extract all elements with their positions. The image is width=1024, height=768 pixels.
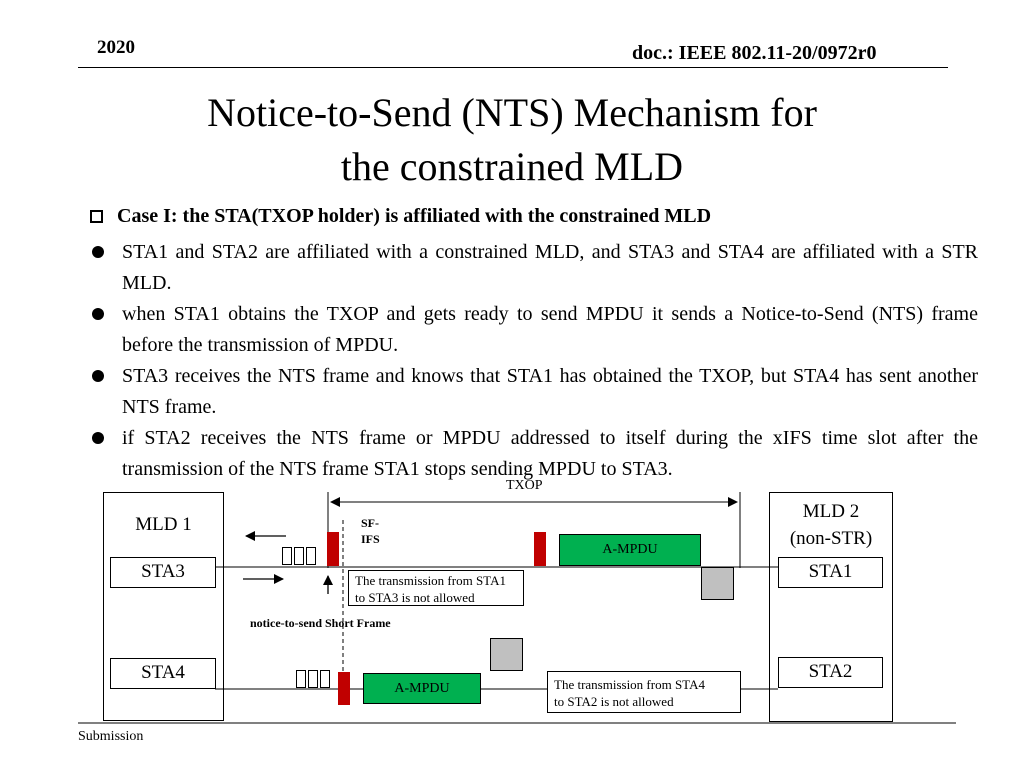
sf-ifs-line-2: IFS bbox=[361, 532, 380, 546]
ampdu-top: A-MPDU bbox=[559, 534, 701, 566]
mld2-label bbox=[769, 498, 893, 552]
frame-slot bbox=[320, 670, 330, 688]
bullet-text: STA3 receives the NTS frame and knows that STA1 has obtained the TXOP, but STA4 has sent another NTS frame. bbox=[122, 365, 978, 418]
txop-label: TXOP bbox=[506, 478, 543, 493]
note-top-line-2: to STA3 is not allowed bbox=[355, 590, 475, 605]
bullet-text: when STA1 obtains the TXOP and gets ready to send MPDU it sends a Notice-to-Send (NTS) frame before the transmission of MPDU. bbox=[122, 303, 978, 356]
sta2-box: STA2 bbox=[778, 657, 883, 688]
note-sta1-to-sta3 bbox=[348, 570, 524, 606]
frame-slot bbox=[294, 547, 304, 565]
blocked-frame-bottom bbox=[490, 638, 523, 671]
title-line-2: the constrained MLD bbox=[340, 144, 684, 189]
nts-frame-sta4 bbox=[338, 672, 350, 705]
note-sta4-to-sta2 bbox=[547, 671, 741, 713]
nts-frame-sta1 bbox=[327, 532, 339, 566]
header-doc-id: doc.: IEEE 802.11-20/0972r0 bbox=[632, 42, 877, 64]
sf-ifs-line-1: SF- bbox=[361, 516, 379, 530]
bullet-text: if STA2 receives the NTS frame or MPDU addressed to itself during the xIFS time slot after the transmission of the NTS frame STA1 stops sending MPDU to STA3. bbox=[122, 427, 978, 480]
bullet-text: STA1 and STA2 are affiliated with a constrained MLD, and STA3 and STA4 are affiliated with a STR MLD. bbox=[122, 241, 978, 294]
case-heading-text: Case I: the STA(TXOP holder) is affiliated with the constrained MLD bbox=[117, 205, 712, 227]
mld2-label-line-2: (non-STR) bbox=[789, 528, 873, 549]
mld2-label-line-1: MLD 2 bbox=[802, 501, 860, 522]
mld1-label: MLD 1 bbox=[135, 514, 192, 535]
sta3-box: STA3 bbox=[110, 557, 216, 588]
note-bottom-line-1: The transmission from STA4 bbox=[554, 677, 705, 692]
frame-slot bbox=[296, 670, 306, 688]
note-bottom-line-2: to STA2 is not allowed bbox=[554, 694, 674, 709]
header-year: 2020 bbox=[97, 37, 135, 58]
blocked-frame-top bbox=[701, 567, 734, 600]
sf-ifs-label bbox=[361, 515, 380, 547]
note-top-line-1: The transmission from STA1 bbox=[355, 573, 506, 588]
title-line-1: Notice-to-Send (NTS) Mechanism for bbox=[207, 90, 817, 135]
sta4-box: STA4 bbox=[110, 658, 216, 689]
frame-slot bbox=[308, 670, 318, 688]
frame-slot bbox=[306, 547, 316, 565]
frame-slot bbox=[282, 547, 292, 565]
nts-short-frame-label: notice-to-send Short Frame bbox=[250, 616, 391, 630]
nts-frame-sta3 bbox=[534, 532, 546, 566]
footer-submission: Submission bbox=[78, 729, 144, 744]
sta1-box: STA1 bbox=[778, 557, 883, 588]
ampdu-bottom: A-MPDU bbox=[363, 673, 481, 704]
